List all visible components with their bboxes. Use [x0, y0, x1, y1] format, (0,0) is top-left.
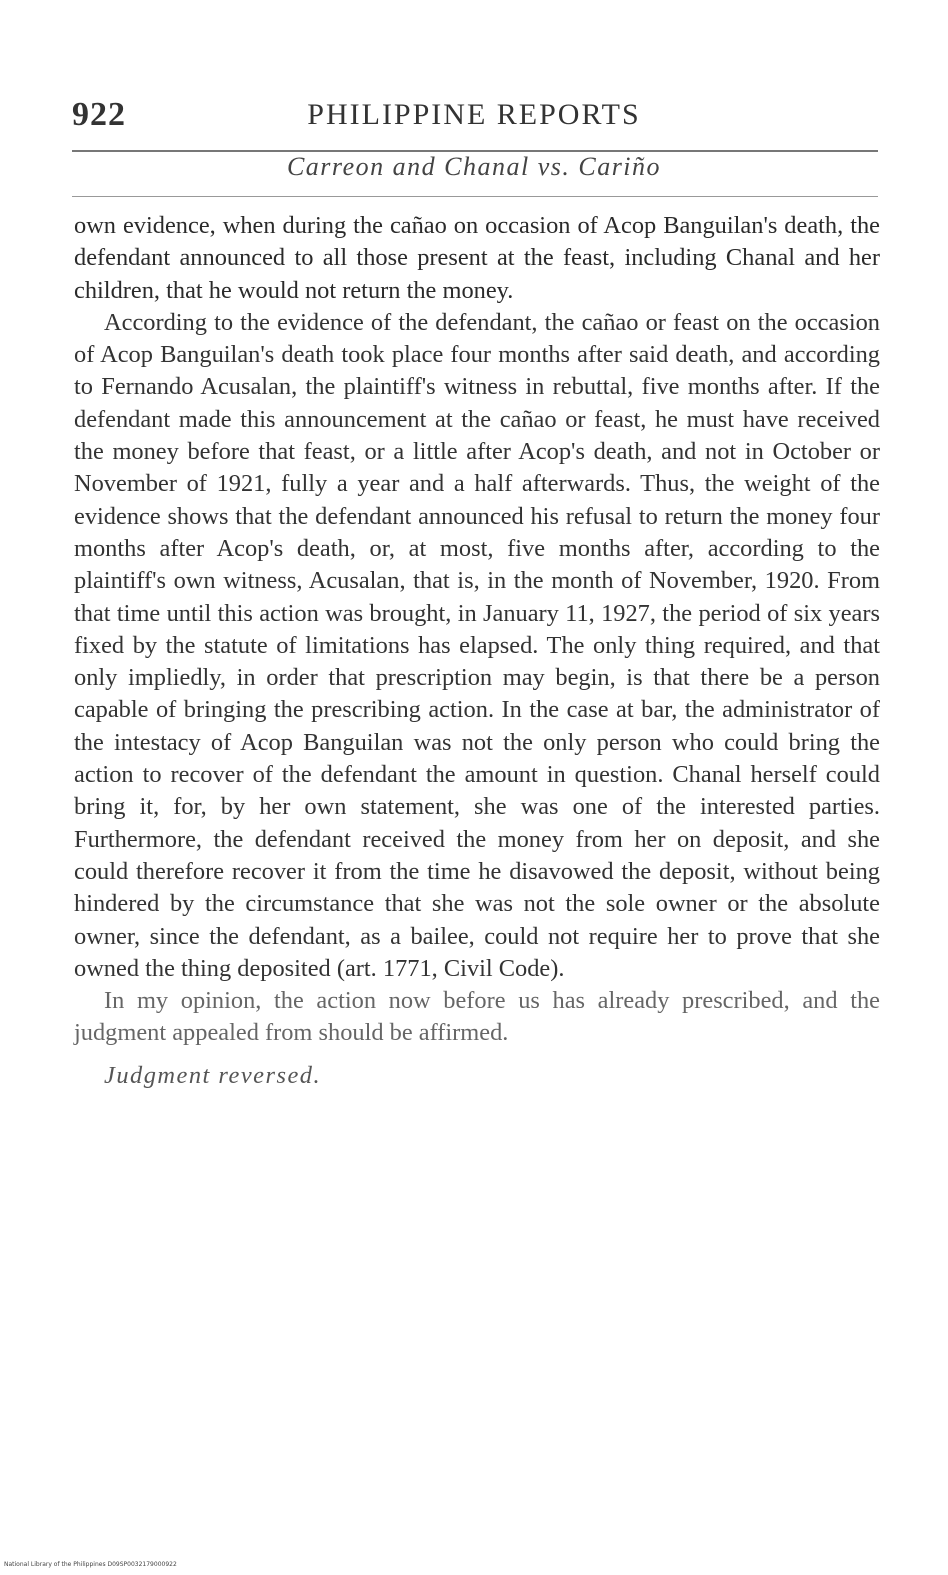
page-number: 922: [72, 96, 126, 133]
paragraph-2: According to the evidence of the defendant, the cañao or feast on the occasion of Acop Banguilan's death took place four months after said death, and according to Fernando Acusalan, the plaintiff's witness in rebuttal, five months after. If the defendant made this announcement at the cañao or feast, he must have received the money before that feast, or a little after Acop's death, and not in October or November of 1921, fully a year and a half afterwards. Thus, the weight of the evidence shows that the defendant announced his refusal to return the money four months after Acop's death, or, at most, five months after, according to the plaintiff's own witness, Acusalan, that is, in the month of November, 1920. From that time until this action was brought, in January 11, 1927, the period of six years fixed by the statute of limitations has elapsed. The only thing required, and that only impliedly, in order that prescription may begin, is that there be a person capable of bringing the prescribing action. In the case at bar, the administrator of the intestacy of Acop Banguilan was not the only person who could bring the action to recover of the defendant the amount in question. Chanal herself could bring it, for, by her own statement, she was one of the interested parties. Furthermore, the defendant received the money from her on deposit, and she could therefore recover it from the time he disavowed the deposit, without being hindered by the circumstance that she was not the sole owner or the absolute owner, since the defendant, as a bailee, could not require her to prove that she owned the thing deposited (art. 1771, Civil Code).: [74, 308, 880, 982]
case-title: Carreon and Chanal vs. Cariño: [286, 152, 662, 181]
paragraph-1: own evidence, when during the cañao on occasion of Acop Banguilan's death, the defendant announced to all those present at the feast, including Chanal and her children, that he would not return the money.: [74, 212, 880, 304]
disposition: Judgment reversed.: [104, 1061, 322, 1089]
opinion-body: [74, 210, 880, 1092]
archive-stamp: National Library of the Philippines D09SP0032179000922: [4, 1561, 177, 1568]
running-head: PHILIPPINE REPORTS: [307, 98, 641, 131]
header-rule-bottom: [72, 196, 878, 197]
paragraph-3: In my opinion, the action now before us has already prescribed, and the judgment appealed from should be affirmed.: [74, 987, 880, 1047]
